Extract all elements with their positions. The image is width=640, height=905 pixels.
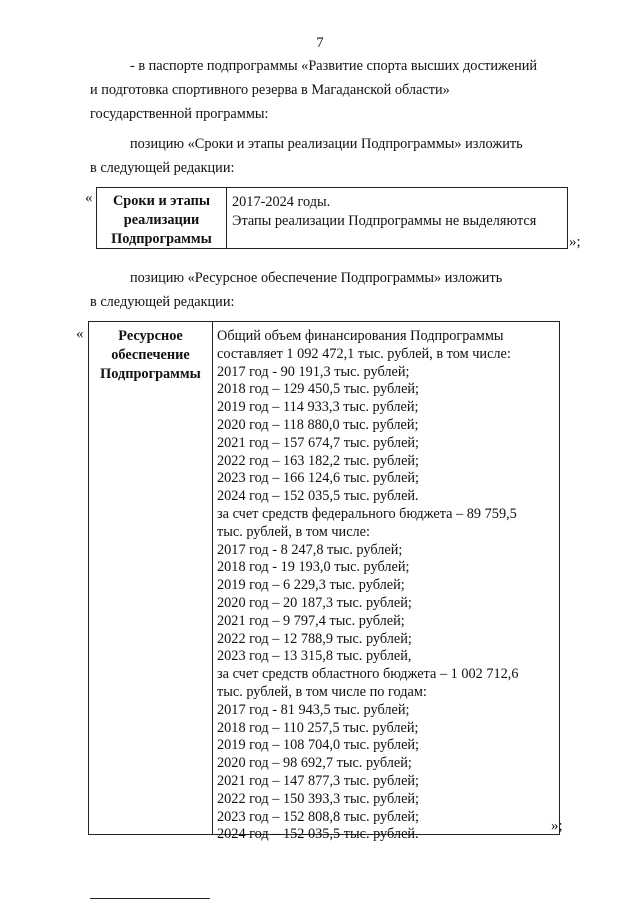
table1-header-line-2: реализации	[123, 212, 200, 228]
table2-line: 2024 год – 152 035,5 тыс. рублей.	[217, 826, 419, 843]
table2-header-line-1: Ресурсное	[118, 328, 183, 344]
table2-line: 2020 год – 118 880,0 тыс. рублей;	[217, 417, 419, 433]
table2-close-quote: »;	[551, 818, 563, 834]
table2-header	[89, 327, 212, 384]
table2-line: 2019 год – 108 704,0 тыс. рублей;	[217, 737, 420, 754]
intro-line-1: - в паспорте подпрограммы «Развитие спорта высших достижений	[130, 58, 538, 74]
table2-line: тыс. рублей, в том числе по годам:	[217, 684, 427, 700]
table2-header-line-3: Подпрограммы	[100, 366, 201, 382]
table2-line: 2019 год – 6 229,3 тыс. рублей;	[217, 577, 405, 594]
table2-line: 2021 год – 9 797,4 тыс. рублей;	[217, 612, 405, 629]
table2-line: 2018 год - 19 193,0 тыс. рублей;	[217, 559, 410, 576]
table1-content-line-2: Этапы реализации Подпрограммы не выделяются	[232, 213, 537, 229]
table2-line: 2023 год – 166 124,6 тыс. рублей;	[217, 470, 420, 487]
table2-line: 2021 год – 147 877,3 тыс. рублей;	[217, 773, 420, 789]
table2-line: 2017 год - 8 247,8 тыс. рублей;	[217, 541, 403, 558]
table1-header-line-3: Подпрограммы	[111, 231, 212, 247]
table2-line: тыс. рублей, в том числе:	[217, 523, 370, 540]
table2-column-divider	[212, 321, 213, 834]
table2-open-quote: «	[76, 326, 84, 342]
table2-line: Общий объем финансирования Подпрограммы	[217, 328, 504, 344]
para2-line-2: в следующей редакции:	[90, 294, 235, 310]
intro-line-3: государственной программы:	[90, 106, 269, 122]
table1-header-line-1: Сроки и этапы	[112, 193, 211, 209]
table1-header	[97, 192, 226, 249]
table2-line: 2022 год – 163 182,2 тыс. рублей;	[217, 452, 420, 469]
table2-line: 2018 год – 110 257,5 тыс. рублей;	[217, 719, 419, 736]
intro-line-2: и подготовка спортивного резерва в Магаданской области»	[90, 82, 450, 98]
table1-close-quote: »;	[569, 234, 581, 250]
table1-content-line-1: 2017-2024 годы.	[232, 194, 331, 210]
table2-line: составляет 1 092 472,1 тыс. рублей, в том числе:	[217, 345, 511, 362]
table2-line: 2023 год – 152 808,8 тыс. рублей;	[217, 808, 420, 825]
table2-line: 2017 год - 90 191,3 тыс. рублей;	[217, 363, 410, 380]
page-number: 7	[316, 35, 324, 51]
para2-line-1: позицию «Ресурсное обеспечение Подпрограммы» изложить	[130, 270, 503, 286]
table2-line: 2019 год – 114 933,3 тыс. рублей;	[217, 399, 419, 416]
table2-line: 2022 год – 12 788,9 тыс. рублей;	[217, 630, 412, 647]
para1-line-2: в следующей редакции:	[90, 160, 235, 176]
footnote-separator	[90, 898, 210, 899]
para1-line-1: позицию «Сроки и этапы реализации Подпрограммы» изложить	[130, 136, 523, 152]
table2-line: за счет средств федерального бюджета – 89 759,5	[217, 506, 517, 522]
table2-line: 2020 год – 20 187,3 тыс. рублей;	[217, 595, 412, 611]
table2-line: 2024 год – 152 035,5 тыс. рублей.	[217, 488, 419, 505]
table2-line: 2018 год – 129 450,5 тыс. рублей;	[217, 381, 420, 398]
table1-column-divider	[226, 187, 227, 248]
table2-line: за счет средств областного бюджета – 1 002 712,6	[217, 666, 519, 683]
table2-line: 2022 год – 150 393,3 тыс. рублей;	[217, 790, 420, 807]
table2-header-line-2: обеспечение	[111, 347, 190, 363]
table1-open-quote: «	[85, 190, 93, 206]
table2-line: 2021 год – 157 674,7 тыс. рублей;	[217, 434, 420, 451]
table2-line: 2023 год – 13 315,8 тыс. рублей,	[217, 648, 412, 665]
table2-line: 2020 год – 98 692,7 тыс. рублей;	[217, 755, 412, 772]
table2-line: 2017 год - 81 943,5 тыс. рублей;	[217, 701, 410, 718]
